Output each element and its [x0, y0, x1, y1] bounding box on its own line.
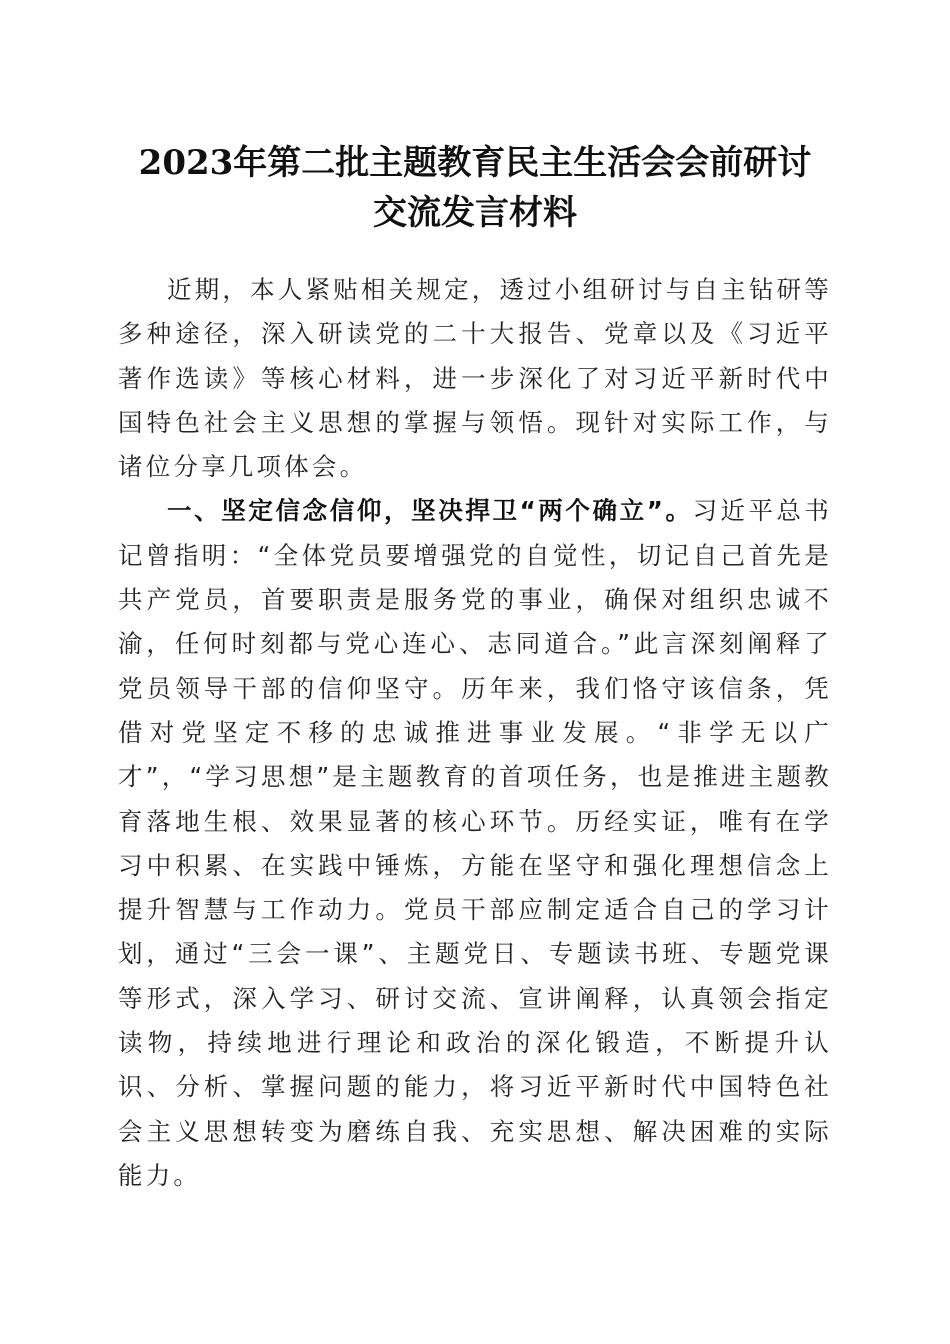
title-line-1: 2023年第二批主题教育民主生活会会前研讨: [138, 143, 812, 183]
section-1-body: 习近平总书记曾指明：“全体党员要增强党的自觉性，切记自己首先是共产党员，首要职责是服务党的事业，确保对组织忠诚不渝，任何时刻都与党心连心、志同道合。”此言深刻阐释了党员领导干部的信仰坚守。历年来，我们恪守该信条，凭借对党坚定不移的忠诚推进事业发展。“非学无以广才”，“学习思想”是主题教育的首项任务，也是推进主题教育落地生根、效果显著的核心环节。历经实证，唯有在学习中积累、在实践中锤炼，方能在坚守和强化理想信念上提升智慧与工作动力。党员干部应制定适合自己的学习计划，通过“三会一课”、主题党日、专题读书班、专题党课等形式，深入学习、研讨交流、宣讲阐释，认真领会指定读物，持续地进行理论和政治的深化锻造，不断提升认识、分析、掌握问题的能力，将习近平新时代中国特色社会主义思想转变为磨练自我、充实思想、解决困难的实际能力。: [118, 496, 833, 1190]
document-body: [118, 268, 832, 1198]
section-1-heading: 一、坚定信念信仰，坚决捍卫“两个确立”。: [167, 496, 693, 526]
section-1-paragraph: [118, 489, 832, 1198]
title-line-2: 交流发言材料: [373, 193, 577, 233]
intro-paragraph: 近期，本人紧贴相关规定，透过小组研讨与自主钻研等多种途径，深入研读党的二十大报告、党章以及《习近平著作选读》等核心材料，进一步深化了对习近平新时代中国特色社会主义思想的掌握与领悟。现针对实际工作，与诸位分享几项体会。: [118, 275, 832, 482]
document-title: [118, 138, 832, 238]
